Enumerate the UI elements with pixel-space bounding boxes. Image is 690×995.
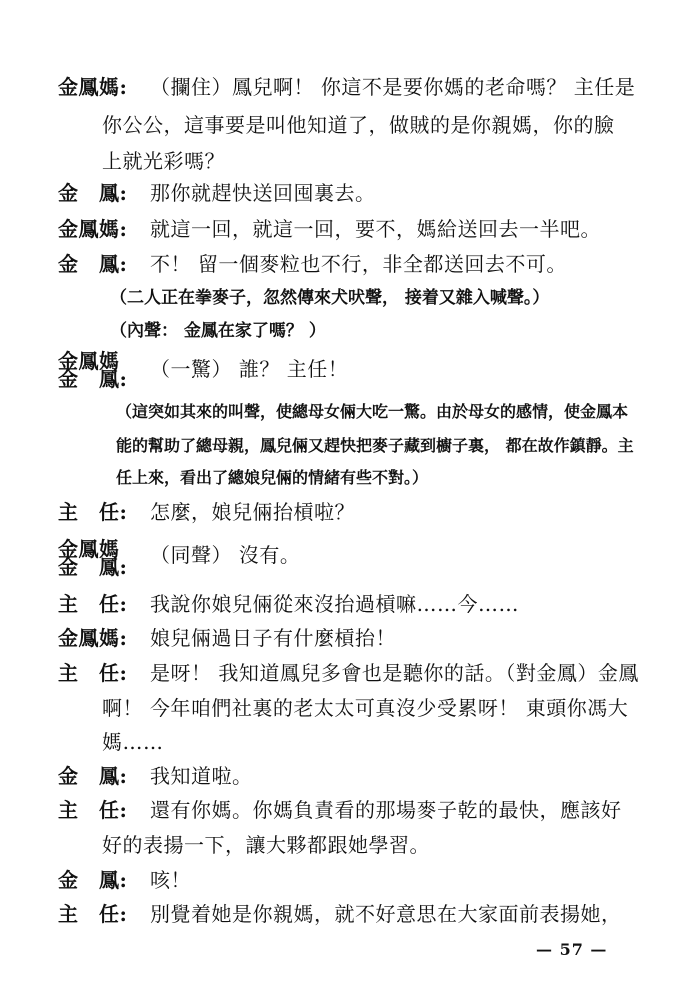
speaker-name: 主 任: bbox=[58, 798, 128, 822]
dialogue-text: 我知道啦。 bbox=[150, 764, 253, 788]
stage-direction-text: （內聲： 金鳳在家了嗎？ ） bbox=[110, 321, 326, 341]
speaker-name: 金 鳳: bbox=[58, 868, 128, 892]
dialogue-text: 就這一回，就這一回，要不，媽給送回去一半吧。 bbox=[150, 217, 601, 241]
speaker-name: 金 鳳: bbox=[58, 181, 128, 205]
speaker-name: 金 鳳: bbox=[58, 252, 128, 276]
speaker-name: 金 鳳: bbox=[58, 555, 128, 579]
stage-direction-text: （二人正在拳麥子，忽然傳來犬吠聲， 接着又雜入喊聲。） bbox=[110, 288, 550, 308]
dialogue-text: 上就光彩嗎？ bbox=[102, 149, 225, 173]
speaker-name: 金 鳳: bbox=[58, 764, 128, 788]
speaker-name: 金鳳媽 bbox=[58, 349, 120, 373]
dialogue-text: 媽…… bbox=[102, 730, 164, 754]
dialogue-text: 不！ 留一個麥粒也不行，非全都送回去不可。 bbox=[150, 252, 567, 276]
speaker-name: 主 任: bbox=[58, 500, 128, 524]
dialogue-text: 咳！ bbox=[150, 868, 191, 892]
dialogue-text: 你公公，這事要是叫他知道了，做賊的是你親媽，你的臉 bbox=[102, 113, 615, 137]
joint-speakers bbox=[58, 537, 128, 579]
speaker-name: 主 任: bbox=[58, 661, 128, 685]
stage-direction-text: 任上來，看出了總娘兒倆的情緒有些不對。） bbox=[116, 468, 429, 487]
dialogue-text: 好的表揚一下，讓大夥都跟她學習。 bbox=[102, 833, 430, 857]
dialogue-text: （攔住）鳳兒啊！ 你這不是要你媽的老命嗎？ 主任是 bbox=[150, 75, 636, 99]
speaker-name: 金 鳳: bbox=[58, 367, 128, 391]
stage-direction-text: 能的幫助了總母親，鳳兒倆又趕快把麥子藏到櫥子裏， 都在故作鎮靜。主 bbox=[116, 436, 634, 455]
dialogue-text: 娘兒倆過日子有什麼槓抬！ bbox=[150, 626, 396, 650]
speaker-name: 主 任: bbox=[58, 902, 128, 926]
dialogue-text: 是呀！ 我知道鳳兒多會也是聽你的話。（對金鳳）金鳳 bbox=[150, 661, 639, 685]
dialogue-text: （同聲） 沒有。 bbox=[150, 543, 301, 567]
speaker-name: 金鳳媽 bbox=[58, 537, 120, 561]
dialogue-text: 還有你媽。你媽負責看的那場麥子乾的最快，應該好 bbox=[150, 798, 622, 822]
page-number: — 57 — bbox=[536, 940, 608, 959]
speaker-name: 金鳳媽: bbox=[58, 75, 128, 99]
joint-speakers bbox=[58, 349, 128, 391]
dialogue-text: 別覺着她是你親媽，就不好意思在大家面前表揚她， bbox=[150, 902, 622, 926]
dialogue-text: （一驚） 誰？ 主任！ bbox=[150, 357, 349, 381]
speaker-name: 金鳳媽: bbox=[58, 626, 128, 650]
speaker-name: 主 任: bbox=[58, 592, 128, 616]
dialogue-text: 我說你娘兒倆從來沒抬過槓嘛……今…… bbox=[150, 592, 519, 616]
dialogue-text: 怎麼，娘兒倆抬槓啦？ bbox=[150, 500, 355, 524]
stage-direction-text: （這突如其來的叫聲，使總母女倆大吃一驚。由於母女的感情，使金鳳本 bbox=[116, 402, 629, 421]
speaker-name: 金鳳媽: bbox=[58, 217, 128, 241]
dialogue-text: 啊！ 今年咱們社裏的老太太可真沒少受累呀！ 東頭你馮大 bbox=[102, 696, 629, 720]
dialogue-text: 那你就趕快送回囤裏去。 bbox=[150, 181, 376, 205]
